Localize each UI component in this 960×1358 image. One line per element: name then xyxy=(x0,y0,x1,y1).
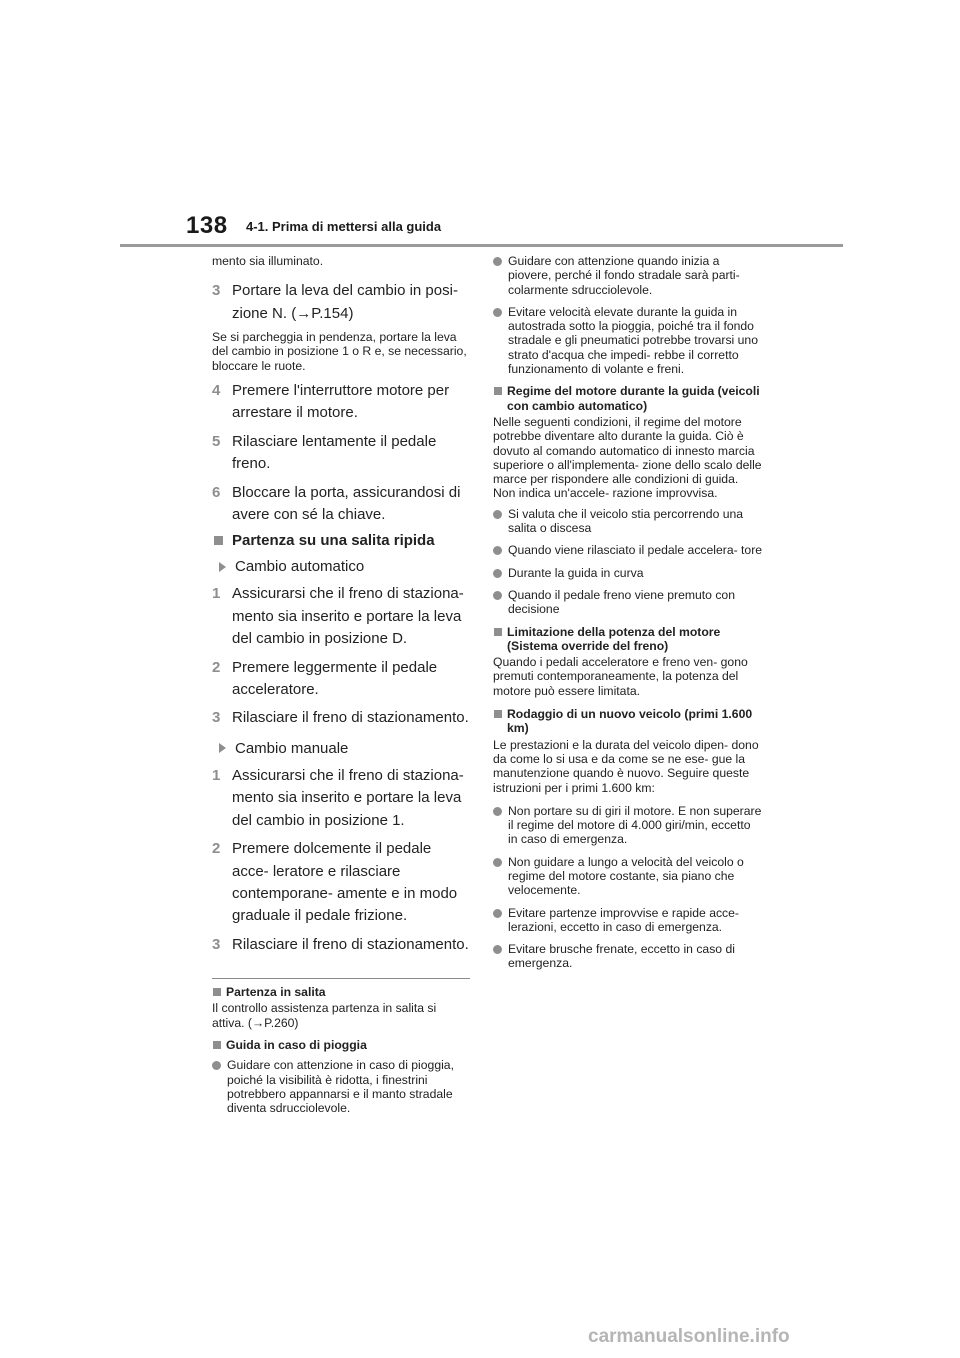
circle-bullet-icon xyxy=(493,591,502,600)
step-text: Rilasciare il freno di stazionamento. xyxy=(232,709,469,727)
step-number: 1 xyxy=(212,585,221,603)
step-number: 1 xyxy=(212,766,221,784)
step-text: Premere dolcemente il pedale acce- leratore e rilasciare contemporane- amente e in modo graduale il pedale frizione. xyxy=(232,840,458,925)
breakin-bullet-1 xyxy=(493,804,763,847)
note-title-text: Limitazione della potenza del motore (Sistema override del freno) xyxy=(507,624,721,653)
bullet-text: Quando viene rilasciato il pedale accelera- tore xyxy=(508,543,763,558)
note-title-text: Regime del motore durante la guida (veicoli con cambio automatico) xyxy=(507,384,760,413)
note-hill-start-title xyxy=(212,985,470,999)
bullet-text: Si valuta che il veicolo stia percorrendo una salita o discesa xyxy=(508,506,744,536)
square-bullet-icon xyxy=(214,536,223,545)
manual-step-3 xyxy=(212,934,470,956)
page-number: 138 xyxy=(186,212,228,239)
bullet-text: Guidare con attenzione in caso di pioggia, poiché la visibilità è ridotta, i finestrini potrebbero appannarsi e il manto stradale diventa sdrucciolevole. xyxy=(227,1058,454,1116)
circle-bullet-icon xyxy=(493,546,502,555)
circle-bullet-icon xyxy=(493,510,502,519)
square-bullet-icon xyxy=(494,628,502,636)
square-bullet-icon xyxy=(213,988,221,996)
auto-step-2 xyxy=(212,657,470,702)
step-text: Premere l'interruttore motore per arrestare il motore. xyxy=(232,382,450,422)
note-rain-title xyxy=(212,1038,470,1052)
note-title-text: Guida in caso di pioggia xyxy=(226,1038,367,1053)
step-3 xyxy=(212,280,470,325)
rpm-text: Nelle seguenti condizioni, il regime del motore potrebbe diventare alto durante la guida. Ciò è dovuto al comando automatico di innesto marcia superiore o all'implementa- zione dello scalo delle marce per rispondere alle condizioni di guida. Non indica un'accele- razione improvvisa. xyxy=(493,414,762,501)
triangle-bullet-icon xyxy=(219,743,226,753)
watermark: carmanualsonline.info xyxy=(588,1326,790,1347)
automatic-transmission-subheading xyxy=(212,558,470,575)
page-header xyxy=(0,0,960,250)
auto-step-3 xyxy=(212,707,470,729)
circle-bullet-icon xyxy=(493,858,502,867)
circle-bullet-icon xyxy=(493,945,502,954)
continuation-text: mento sia illuminato. xyxy=(212,254,324,268)
circle-bullet-icon xyxy=(493,308,502,317)
note-title-text: Rodaggio di un nuovo veicolo (primi 1.600 km) xyxy=(507,707,753,736)
rpm-title xyxy=(493,384,763,413)
bullet-text: Guidare con attenzione quando inizia a piovere, perché il fondo stradale sarà parti- colarmente sdrucciolevole. xyxy=(508,254,740,297)
auto-step-1 xyxy=(212,583,470,650)
step-text: Assicurarsi che il freno di staziona- mento sia inserito e portare la leva del cambio in posizione 1. xyxy=(232,766,464,829)
step-text: Bloccare la porta, assicurandosi di avere con sé la chiave. xyxy=(232,483,461,524)
header-rule xyxy=(120,244,843,247)
step-6 xyxy=(212,482,470,527)
bullet-text: Non portare su di giri il motore. E non superare il regime del motore di 4.000 giri/min, eccetto in caso di emergenza. xyxy=(508,803,762,847)
circle-bullet-icon xyxy=(493,257,502,266)
manual-transmission-subheading xyxy=(212,740,470,757)
breakin-title xyxy=(493,707,763,736)
bullet-text: Evitare brusche frenate, eccetto in caso di emergenza. xyxy=(508,942,735,971)
step-number: 3 xyxy=(212,935,221,953)
circle-bullet-icon xyxy=(493,909,502,918)
circle-bullet-icon xyxy=(212,1061,221,1070)
manual-step-1 xyxy=(212,765,470,832)
note-rain-bullet xyxy=(212,1058,470,1115)
bullet-text: Durante la guida in curva xyxy=(508,565,644,580)
left-column xyxy=(212,254,470,1124)
rpm-bullet-1 xyxy=(493,507,763,536)
manual-step-2 xyxy=(212,838,470,928)
override-title xyxy=(493,625,763,654)
square-bullet-icon xyxy=(213,1041,221,1049)
step-number: 6 xyxy=(212,483,221,501)
notes-divider xyxy=(212,978,470,979)
circle-bullet-icon xyxy=(493,569,502,578)
step-number: 3 xyxy=(212,282,221,300)
square-bullet-icon xyxy=(494,387,502,395)
rpm-bullet-3 xyxy=(493,566,763,580)
rain-bullet-1 xyxy=(493,254,763,297)
step-number: 5 xyxy=(212,432,221,450)
step-3-note: Se si parcheggia in pendenza, portare la leva del cambio in posizione 1 o R e, se necessario, bloccare le ruote. xyxy=(212,330,467,373)
right-column xyxy=(493,254,763,979)
subheading-text: Cambio manuale xyxy=(235,739,349,757)
breakin-text: Le prestazioni e la durata del veicolo dipen- dono da come lo si usa e da come se ne ese- gue la manutenzione quando è nuovo. Seguire queste istruzioni per i primi 1.600 km: xyxy=(493,737,759,795)
rpm-bullet-4 xyxy=(493,588,763,617)
step-text: Premere leggermente il pedale acceleratore. xyxy=(232,658,438,699)
rain-bullet-2 xyxy=(493,305,763,376)
override-text: Quando i pedali acceleratore e freno ven- gono premuti contemporaneamente, la potenza del motore può essere limitata. xyxy=(493,655,748,698)
hill-start-heading xyxy=(212,532,470,549)
rpm-bullet-2 xyxy=(493,543,763,557)
step-text: Rilasciare il freno di stazionamento. xyxy=(232,935,469,953)
note-hill-start-text: Il controllo assistenza partenza in salita si attiva. (→P.260) xyxy=(212,1001,437,1030)
step-text: Portare la leva del cambio in posi- zione N. (→P.154) xyxy=(232,282,458,322)
bullet-text: Evitare partenze improvvise e rapide acce- lerazioni, eccetto in caso di emergenza. xyxy=(508,905,739,934)
step-4 xyxy=(212,380,470,425)
step-number: 3 xyxy=(212,709,221,727)
step-number: 2 xyxy=(212,840,221,858)
bullet-text: Quando il pedale freno viene premuto con decisione xyxy=(508,587,735,617)
square-bullet-icon xyxy=(494,710,502,718)
step-number: 2 xyxy=(212,658,221,676)
step-text: Rilasciare lentamente il pedale freno. xyxy=(232,432,437,473)
breakin-bullet-4 xyxy=(493,942,763,971)
bullet-text: Evitare velocità elevate durante la guida in autostrada sotto la pioggia, poiché tra il fondo stradale e gli pneumatici potrebbe trovarsi uno strato d'acqua che impedi- rebbe il corretto funzionamento di volante e freni. xyxy=(508,304,758,377)
bullet-text: Non guidare a lungo a velocità del veicolo o regime del motore costante, sia piano che velocemente. xyxy=(508,854,744,898)
breakin-bullet-3 xyxy=(493,906,763,935)
section-title: 4-1. Prima di mettersi alla guida xyxy=(246,219,442,234)
note-title-text: Partenza in salita xyxy=(226,985,326,1000)
triangle-bullet-icon xyxy=(219,562,226,572)
step-text: Assicurarsi che il freno di staziona- mento sia inserito e portare la leva del cambio in posizione D. xyxy=(232,585,464,648)
breakin-bullet-2 xyxy=(493,855,763,898)
subheading-text: Cambio automatico xyxy=(235,558,365,576)
step-number: 4 xyxy=(212,382,221,399)
circle-bullet-icon xyxy=(493,807,502,816)
step-5 xyxy=(212,431,470,476)
heading-text: Partenza su una salita ripida xyxy=(232,532,435,550)
